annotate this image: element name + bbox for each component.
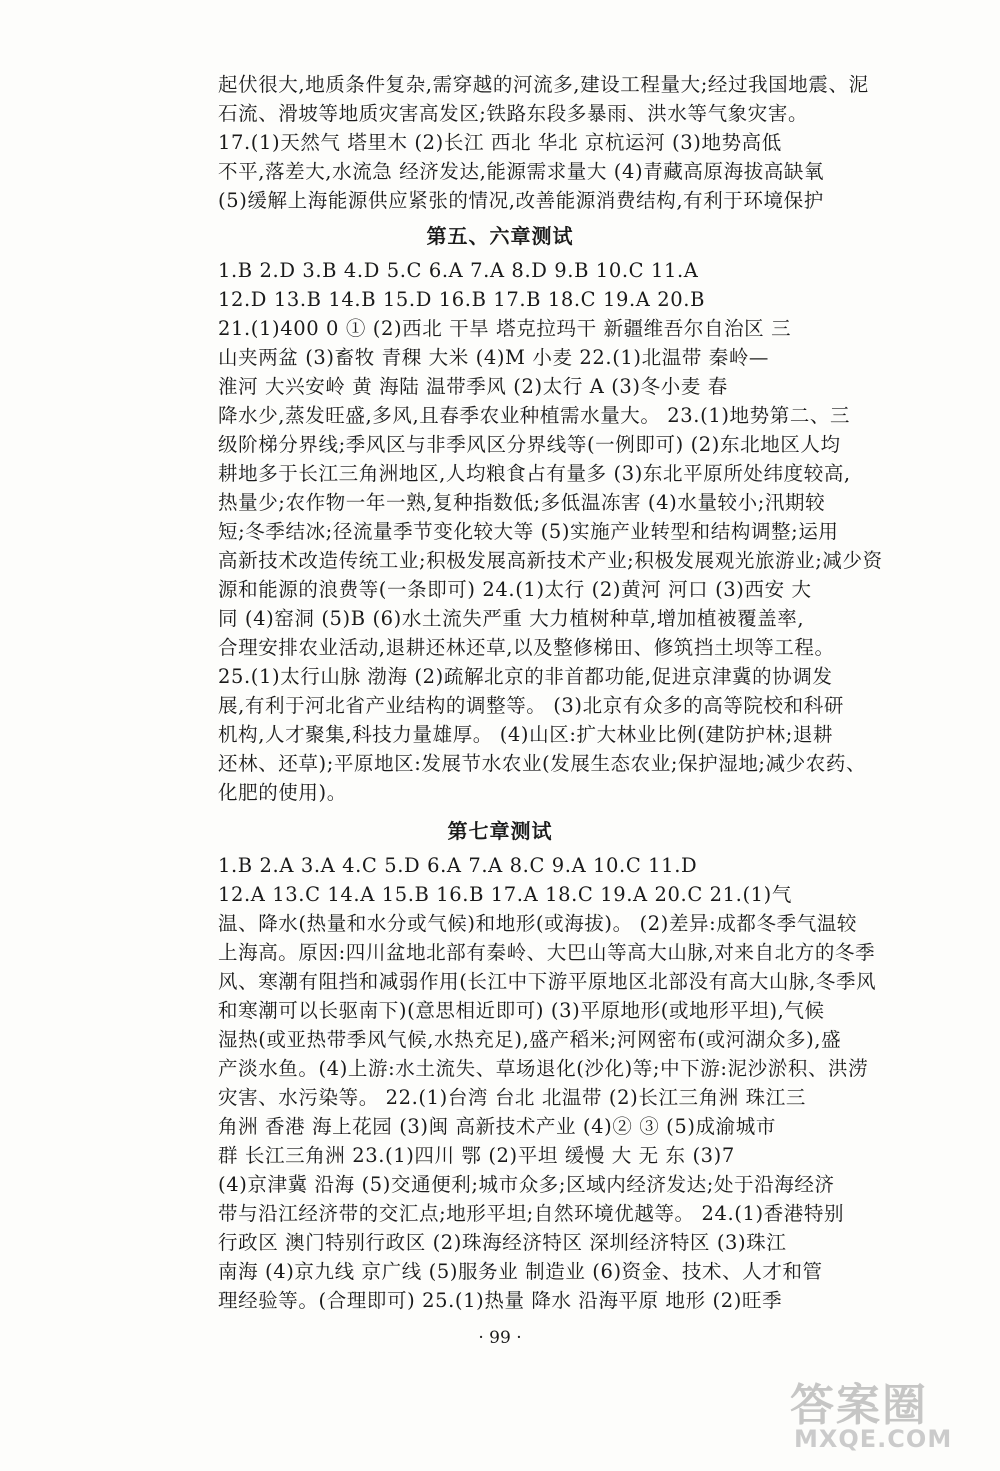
text-line: 温、降水(热量和水分或气候)和地形(或海拔)。 (2)差异:成都冬季气温较 [218,912,858,935]
watermark-title: 答案圈 [790,1380,928,1431]
text-line: 12.D 13.B 14.B 15.D 16.B 17.B 18.C 19.A 20.B [218,288,706,311]
text-line: (5)缓解上海能源供应紧张的情况,改善能源消费结构,有利于环境保护 [218,189,824,212]
text-line: 耕地多于长江三角洲地区,人均粮食占有量多 (3)东北平原所处纬度较高, [218,462,851,485]
text-line: 12.A 13.C 14.A 15.B 16.B 17.A 18.C 19.A 20.C 21.(1)气 [218,883,792,906]
text-line: 合理安排农业活动,退耕还林还草,以及整修梯田、修筑挡土坝等工程。 [218,636,835,659]
text-line: 还林、还草);平原地区:发展节水农业(发展生态农业;保护湿地;减少农药、 [218,752,867,775]
text-line: 热量少;农作物一年一熟,复种指数低;多低温冻害 (4)水量较小;汛期较 [218,491,826,514]
site-watermark-logo [784,1367,980,1455]
text-line: 石流、滑坡等地质灾害高发区;铁路东段多暴雨、洪水等气象灾害。 [218,102,809,125]
text-line: 淮河 大兴安岭 黄 海陆 温带季风 (2)太行 A (3)冬小麦 春 [218,375,728,398]
text-line: 上海高。原因:四川盆地北部有秦岭、大巴山等高大山脉,对来自北方的冬季 [218,941,876,964]
text-line: 角洲 香港 海上花园 (3)闽 高新技术产业 (4)② ③ (5)成渝城市 [218,1115,776,1138]
text-line: 风、寒潮有阻挡和减弱作用(长江中下游平原地区北部没有高大山脉,冬季风 [218,970,877,993]
text-line: 群 长江三角洲 23.(1)四川 鄂 (2)平坦 缓慢 大 无 东 (3)7 [218,1144,735,1167]
text-line: 短;冬季结冰;径流量季节变化较大等 (5)实施产业转型和结构调整;运用 [218,520,839,543]
watermark-url: MXQE.COM [794,1425,953,1453]
text-line: 展,有利于河北省产业结构的调整等。 (3)北京有众多的高等院校和科研 [218,694,844,717]
text-line: 起伏很大,地质条件复杂,需穿越的河流多,建设工程量大;经过我国地震、泥 [218,73,869,96]
text-line: 17.(1)天然气 塔里木 (2)长江 西北 华北 京杭运河 (3)地势高低 [218,131,782,154]
text-line: 理经验等。(合理即可) 25.(1)热量 降水 沿海平原 地形 (2)旺季 [218,1289,783,1312]
text-line: 带与沿江经济带的交汇点;地形平坦;自然环境优越等。 24.(1)香港特别 [218,1202,845,1225]
text-line: 灾害、水污染等。 22.(1)台湾 台北 北温带 (2)长江三角洲 珠江三 [218,1086,806,1109]
page-number: · 99 · [478,1328,522,1348]
text-line: (4)京津冀 沿海 (5)交通便利;城市众多;区域内经济发达;处于沿海经济 [218,1173,835,1196]
text-line: 南海 (4)京九线 京广线 (5)服务业 制造业 (6)资金、技术、人才和管 [218,1260,823,1283]
text-line: 21.(1)400 0 ① (2)西北 干旱 塔克拉玛干 新疆维吾尔自治区 三 [218,317,792,340]
text-line: 25.(1)太行山脉 渤海 (2)疏解北京的非首都功能,促进京津冀的协调发 [218,665,833,688]
text-line: 1.B 2.A 3.A 4.C 5.D 6.A 7.A 8.C 9.A 10.C 11.D [218,854,698,877]
text-line: 机构,人才聚集,科技力量雄厚。 (4)山区:扩大林业比例(建防护林;退耕 [218,723,834,746]
text-line: 级阶梯分界线;季风区与非季风区分界线等(一例即可) (2)东北地区人均 [218,433,841,456]
text-line: 不平,落差大,水流急 经济发达,能源需求量大 (4)青藏高原海拔高缺氧 [218,160,825,183]
text-line: 降水少,蒸发旺盛,多风,且春季农业种植需水量大。 23.(1)地势第二、三 [218,404,851,427]
text-line: 产淡水鱼。(4)上游:水土流失、草场退化(沙化)等;中下游:泥沙淤积、洪涝 [218,1057,869,1080]
text-line: 源和能源的浪费等(一条即可) 24.(1)太行 (2)黄河 河口 (3)西安 大 [218,578,812,601]
text-line: 行政区 澳门特别行政区 (2)珠海经济特区 深圳经济特区 (3)珠江 [218,1231,787,1254]
text-line: 高新技术改造传统工业;积极发展高新技术产业;积极发展观光旅游业;减少资 [218,549,883,572]
text-line: 湿热(或亚热带季风气候,水热充足),盛产稻米;河网密布(或河湖众多),盛 [218,1028,842,1051]
text-line: 化肥的使用)。 [218,781,347,804]
section-heading: 第七章测试 [447,819,553,843]
text-line: 山夹两盆 (3)畜牧 青稞 大米 (4)M 小麦 22.(1)北温带 秦岭— [218,346,770,369]
text-line: 1.B 2.D 3.B 4.D 5.C 6.A 7.A 8.D 9.B 10.C 11.A [218,259,699,282]
text-line: 同 (4)窑洞 (5)B (6)水土流失严重 大力植树种草,增加植被覆盖率, [218,607,805,630]
text-line: 和寒潮可以长驱南下)(意思相近即可) (3)平原地形(或地形平坦),气候 [218,999,825,1022]
section-heading: 第五、六章测试 [426,224,574,248]
